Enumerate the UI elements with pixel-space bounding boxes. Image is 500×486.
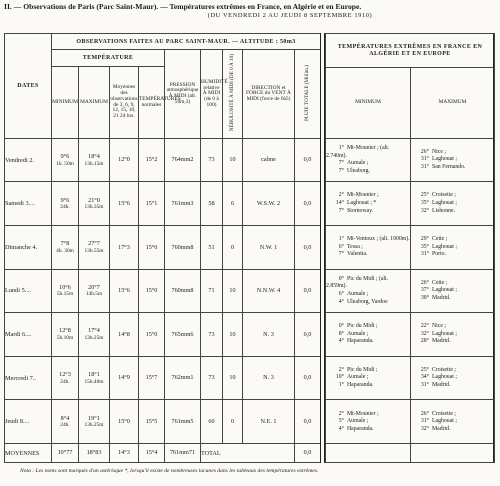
date-cell: Mercredi 7.. (5, 356, 52, 400)
extreme-place: Porto. (432, 251, 447, 258)
extreme-place: Cette ; (432, 279, 448, 286)
extreme-value: 5° (338, 418, 344, 425)
extreme-entry (411, 323, 494, 331)
extreme-value: 14° (335, 200, 344, 207)
extreme-entry (326, 374, 410, 382)
min-cell (52, 356, 79, 400)
extreme-value: 0° (338, 323, 344, 330)
extreme-value: 1° (338, 381, 344, 388)
extreme-place: Aumale ; (347, 418, 369, 425)
extreme-min-cell (326, 400, 411, 444)
min-cell (52, 226, 79, 270)
extreme-value: 37° (420, 287, 429, 294)
max-value: 18°1 (88, 370, 100, 378)
extreme-value: 1° (338, 236, 344, 243)
vent-cell: N. 3 (243, 313, 295, 357)
extreme-place: Croisette ; (432, 366, 456, 373)
extreme-value: 2° (338, 366, 344, 373)
extreme-entry (411, 287, 494, 295)
extremes-row (326, 356, 495, 400)
extreme-entry (326, 291, 410, 299)
header-obs-title: OBSERVATIONS FAITES AU PARC SAINT-MAUR. — ALTITUDE : 50m3 (52, 34, 321, 50)
extreme-value: 35° (420, 243, 429, 250)
extreme-place: Pic du Midi ; (347, 366, 378, 373)
table-row (5, 400, 321, 444)
extreme-place: Madrid. (432, 425, 451, 432)
min-time: 24h. (60, 378, 70, 385)
extreme-entry (326, 299, 410, 307)
extreme-place: Laghouat ; (432, 287, 457, 294)
extreme-value: 26° (420, 410, 429, 417)
extreme-place: Aumale ; (347, 160, 369, 167)
normale-cell: 15°2 (139, 138, 165, 182)
extreme-entry (411, 374, 494, 382)
extreme-value: 30° (420, 294, 429, 301)
extreme-max-cell (411, 313, 495, 357)
pression-cell: 761mm3 (165, 182, 201, 226)
extreme-place: Mt-Mounier ; (347, 410, 379, 417)
table-row (5, 313, 321, 357)
extreme-entry (326, 251, 410, 259)
extreme-value: 31° (420, 381, 429, 388)
humidite-cell: 51 (201, 226, 223, 270)
humidite-cell: 58 (201, 182, 223, 226)
extreme-min-cell (326, 356, 411, 400)
humidite-cell: 60 (201, 400, 223, 444)
extreme-entry (411, 418, 494, 426)
extreme-entry (326, 323, 410, 331)
moyenne-press: 761mm71 (165, 444, 201, 463)
header-dates: DATES (5, 34, 52, 139)
extreme-place: Aumale ; (347, 374, 369, 381)
extreme-place: Laghouat ; (432, 200, 457, 207)
extreme-value: 7° (338, 251, 344, 258)
extreme-value: 6° (338, 243, 344, 250)
pluie-cell: 0,0 (295, 313, 321, 357)
header-temperature: TEMPÉRATURE (52, 50, 165, 67)
extreme-entry (326, 382, 410, 390)
vent-cell: calme (243, 138, 295, 182)
max-cell (79, 226, 110, 270)
extreme-max-cell (411, 356, 495, 400)
extremes-row (326, 400, 495, 444)
extreme-place: Valentia. (347, 251, 368, 258)
max-value: 21°0 (88, 196, 100, 204)
extreme-value: 28° (420, 338, 429, 345)
nebulosite-cell: 10 (223, 138, 243, 182)
normale-cell: 15°7 (139, 356, 165, 400)
extreme-value: 26° (420, 279, 429, 286)
max-cell (79, 269, 110, 313)
max-value: 17°4 (88, 327, 100, 335)
moyenne-max: 18°83 (79, 444, 110, 463)
moyenne-cell: 15°6 (110, 269, 139, 313)
extreme-value: 4° (338, 338, 344, 345)
extreme-entry (326, 418, 410, 426)
min-value: 12°3 (59, 370, 71, 378)
extreme-value: 34° (420, 374, 429, 381)
extreme-place: Uleaborg. (347, 167, 370, 174)
extreme-value: 25° (420, 192, 429, 199)
extreme-place: Laghouat ; * (347, 200, 377, 207)
extreme-entry (411, 200, 494, 208)
title-line-2: (DU VENDREDI 2 AU JEUDI 8 SEPTEMBRE 1910) (207, 11, 373, 19)
page-title (4, 3, 496, 20)
extreme-entry (411, 156, 494, 164)
max-time: 13h.15m (84, 160, 104, 167)
extreme-value: 32° (420, 207, 429, 214)
nebulosite-cell: 10 (223, 313, 243, 357)
extreme-value: 29° (420, 236, 429, 243)
extreme-place: San Fernando. (432, 163, 466, 170)
extreme-value: 31° (420, 418, 429, 425)
max-cell (79, 138, 110, 182)
extreme-place: Madrid. (432, 338, 451, 345)
extreme-entry (326, 200, 410, 208)
extreme-place: Stornoway. (347, 207, 374, 214)
extreme-entry (326, 276, 410, 291)
pression-cell: 760mm8 (165, 269, 201, 313)
observations-table (4, 33, 321, 463)
min-value: 8°4 (60, 414, 70, 422)
max-value: 20°7 (88, 283, 100, 291)
extreme-max-cell (411, 269, 495, 313)
extreme-place: Haparanda. (347, 425, 374, 432)
extreme-place: Laghouat ; (432, 330, 457, 337)
moyenne-cell: 15°6 (110, 182, 139, 226)
date-cell: Mardi 6.... (5, 313, 52, 357)
pluie-cell: 0,0 (295, 182, 321, 226)
max-cell (79, 400, 110, 444)
extreme-entry (326, 208, 410, 216)
extremes-row (326, 226, 495, 270)
nebulosite-cell: 0 (223, 400, 243, 444)
extreme-min-cell (326, 313, 411, 357)
extreme-place: Aumale ; (347, 290, 369, 297)
extreme-value: 7° (338, 167, 344, 174)
extreme-place: Madrid. (432, 381, 451, 388)
extreme-value: 7° (338, 160, 344, 167)
extreme-entry (411, 251, 494, 259)
extremes-row (326, 182, 495, 226)
max-time: 13h.55m (84, 247, 104, 254)
moyenne-cell: 12°0 (110, 138, 139, 182)
pression-cell: 762mm1 (165, 356, 201, 400)
extreme-value: 31° (420, 163, 429, 170)
table-row (5, 356, 321, 400)
normale-cell: 15°0 (139, 313, 165, 357)
extreme-entry (326, 426, 410, 434)
extremes-table (325, 33, 495, 463)
max-value: 27°7 (88, 240, 100, 248)
moyenne-cell: 14°9 (110, 356, 139, 400)
max-time: 15h.40m (84, 378, 104, 385)
min-cell (52, 182, 79, 226)
vent-cell: W.S.W. 2 (243, 182, 295, 226)
extreme-entry (326, 236, 410, 244)
extreme-entry (411, 164, 494, 172)
min-cell (52, 269, 79, 313)
title-line-1: II. — Observations de Paris (Parc Saint-Maur). — Températures extrêmes en France, en Algérie et en Europe. (4, 2, 362, 11)
min-time: 24h. (60, 204, 70, 211)
nebulosite-cell: 10 (223, 269, 243, 313)
extreme-place: Mt-Mounier ; (alt. 2.740m). (326, 145, 390, 159)
extreme-place: Laghouat ; (432, 374, 457, 381)
normale-cell: 15°0 (139, 269, 165, 313)
max-time: 13h.25m (84, 335, 104, 342)
nebulosite-cell: 10 (223, 356, 243, 400)
min-value: 9°6 (60, 196, 70, 204)
extreme-entry (326, 411, 410, 419)
humidite-cell: 71 (201, 269, 223, 313)
date-cell: Lundi 5.... (5, 269, 52, 313)
min-value: 9°6 (60, 152, 70, 160)
moyenne-moy: 14°3 (110, 444, 139, 463)
extreme-value: 2° (338, 192, 344, 199)
extreme-entry (326, 145, 410, 160)
table-row (5, 138, 321, 182)
table-row (5, 182, 321, 226)
extreme-min-cell (326, 138, 411, 182)
extreme-entry (411, 426, 494, 434)
header-extremes: TEMPÉRATURES EXTRÊMES EN FRANCE EN ALGÉRIE ET EN EUROPE (326, 34, 495, 68)
extremes-row (326, 313, 495, 357)
moyenne-cell: 17°3 (110, 226, 139, 270)
min-time: 1h. 50m (56, 160, 74, 167)
extreme-value: 35° (420, 200, 429, 207)
extreme-place: Uleaborg, Vardoe (347, 298, 388, 305)
extreme-entry (326, 244, 410, 252)
table-row (5, 226, 321, 270)
min-time: 4h. 30m (56, 247, 74, 254)
min-time: 5h.10m (56, 335, 74, 342)
vent-cell: N.E. 1 (243, 400, 295, 444)
moyenne-cell: 14°8 (110, 313, 139, 357)
extreme-entry (411, 382, 494, 390)
min-time: 5h.15m (56, 291, 74, 298)
max-time: 13h.35m (84, 204, 104, 211)
header-minimum: MINIMUM (52, 67, 79, 139)
date-cell: Samedi 3.... (5, 182, 52, 226)
extreme-place: Pic du Midi ; (347, 323, 378, 330)
extreme-place: Tessa ; (347, 243, 363, 250)
extreme-entry (326, 192, 410, 200)
extreme-value: 31° (420, 251, 429, 258)
pluie-cell: 0,0 (295, 226, 321, 270)
header-humidite: HUMIDITÉ relative À MIDI (de 0 à 100) (201, 50, 223, 139)
header-pluie: PLUIE TOTALE (Millim.) (295, 50, 321, 139)
extreme-value: 32° (420, 330, 429, 337)
extreme-entry (411, 338, 494, 346)
extreme-place: Mt-Mounier ; (347, 192, 379, 199)
extreme-value: 2° (338, 410, 344, 417)
max-cell (79, 182, 110, 226)
nebulosite-cell: 6 (223, 182, 243, 226)
pression-cell: 760mm8 (165, 226, 201, 270)
date-cell: Vendredi 2. (5, 138, 52, 182)
table-row (5, 269, 321, 313)
min-value: 10°6 (59, 283, 71, 291)
extreme-value: 22° (420, 323, 429, 330)
extreme-entry (411, 192, 494, 200)
extremes-row (326, 138, 495, 182)
header-maximum: MAXIMUM (79, 67, 110, 139)
extreme-value: 31° (420, 156, 429, 163)
extreme-entry (326, 160, 410, 168)
extreme-entry (411, 208, 494, 216)
extreme-entry (411, 236, 494, 244)
pluie-cell: 0,0 (295, 400, 321, 444)
extreme-value: 4° (338, 298, 344, 305)
normale-cell: 15°0 (139, 226, 165, 270)
moyenne-min: 10°77 (52, 444, 79, 463)
max-value: 19°1 (88, 414, 100, 422)
extreme-place: Aumale ; (347, 330, 369, 337)
vent-cell: N.W. 1 (243, 226, 295, 270)
extreme-value: 32° (420, 425, 429, 432)
extreme-place: Cette ; (432, 236, 448, 243)
extremes-row (326, 269, 495, 313)
extreme-min-cell (326, 226, 411, 270)
pression-cell: 765mm6 (165, 313, 201, 357)
extreme-min-cell (326, 182, 411, 226)
header-temp-normales: TEMPÉRATURES normales (139, 67, 165, 139)
max-value: 18°4 (88, 152, 100, 160)
extreme-place: Nice ; (432, 323, 447, 330)
max-time: 13h.25m (84, 422, 104, 429)
extreme-place: Mt-Ventoux ; (alt. 1900m). (347, 236, 410, 243)
nebulosite-cell: 0 (223, 226, 243, 270)
extreme-value: 8° (338, 330, 344, 337)
pression-cell: 761mm5 (165, 400, 201, 444)
extreme-entry (411, 244, 494, 252)
vent-cell: N.N.W. 4 (243, 269, 295, 313)
max-cell (79, 356, 110, 400)
extreme-min-cell (326, 269, 411, 313)
humidite-cell: 73 (201, 356, 223, 400)
extreme-max-cell (411, 182, 495, 226)
extreme-place: Pic du Midi ; (alt. 2.859m). (326, 275, 389, 290)
extreme-place: Nice ; (432, 148, 447, 155)
extreme-value: 4° (338, 425, 344, 432)
pluie-cell: 0,0 (295, 269, 321, 313)
moyenne-cell: 15°0 (110, 400, 139, 444)
min-value: 12°8 (59, 327, 71, 335)
extreme-value: 1° (338, 145, 344, 152)
extreme-place: Haparanda. (347, 381, 374, 388)
header-vent: DIRECTION et FORCE du VENT À MIDI (force de 0à5) (243, 50, 295, 139)
max-cell (79, 313, 110, 357)
extreme-place: Croisette ; (432, 410, 456, 417)
min-cell (52, 313, 79, 357)
extreme-value: 26° (420, 148, 429, 155)
extreme-place: Laghouat ; (432, 418, 457, 425)
extreme-entry (411, 295, 494, 303)
date-cell: Jeudi 8.... (5, 400, 52, 444)
min-cell (52, 400, 79, 444)
min-time: 24h. (60, 422, 70, 429)
normale-cell: 15°5 (139, 400, 165, 444)
extreme-place: Haparanda. (347, 338, 374, 345)
max-time: 14h.5m (85, 291, 103, 298)
header-nebulosite: NÉBULOSITÉ À MIDI (DE 0 À 10) (223, 50, 243, 139)
pluie-cell: 0,0 (295, 356, 321, 400)
extreme-value: 0° (338, 275, 344, 282)
humidite-cell: 73 (201, 138, 223, 182)
normale-cell: 15°1 (139, 182, 165, 226)
header-moyenne: Moyennes des observations de 3, 6, 9, 12, 15, 18, 21 24 hrs. (110, 67, 139, 139)
pression-cell: 764mm2 (165, 138, 201, 182)
extreme-entry (326, 338, 410, 346)
extreme-place: Croisette ; (432, 192, 456, 199)
moyenne-norm: 15°4 (139, 444, 165, 463)
extreme-place: Madrid. (432, 294, 451, 301)
pluie-cell: 0,0 (295, 138, 321, 182)
extreme-value: 7° (338, 207, 344, 214)
humidite-cell: 73 (201, 313, 223, 357)
extreme-place: Laghouat ; (432, 243, 457, 250)
moyennes-row (5, 444, 321, 463)
extreme-max-cell (411, 138, 495, 182)
header-ext-max: MAXIMUM (411, 68, 495, 139)
extreme-value: 6° (338, 290, 344, 297)
extreme-max-cell (411, 400, 495, 444)
extreme-max-cell (411, 226, 495, 270)
footnote: Nota : Les noms sont marqués d'un astérisque *, lorsqu'il existe de nombreuses lacunes dans les tableaux des températures extrêmes. (20, 468, 319, 474)
vent-cell: N. 3 (243, 356, 295, 400)
date-cell: Dimanche 4. (5, 226, 52, 270)
total-pluie: 0,0 (295, 444, 321, 463)
min-value: 7°8 (60, 240, 70, 248)
total-label: TOTAL (201, 444, 295, 463)
extreme-value: 10° (335, 374, 344, 381)
moyennes-label: MOYENNES (5, 444, 52, 463)
header-ext-min: MINIMUM (326, 68, 411, 139)
min-cell (52, 138, 79, 182)
extreme-place: Laghouat ; (432, 156, 457, 163)
extreme-value: 25° (420, 366, 429, 373)
header-pression: PRESSION atmosphérique À MIDI (alt. 50m,3) (165, 50, 201, 139)
extreme-entry (326, 168, 410, 176)
extreme-entry (411, 411, 494, 419)
extreme-place: Lisbonne. (432, 207, 456, 214)
